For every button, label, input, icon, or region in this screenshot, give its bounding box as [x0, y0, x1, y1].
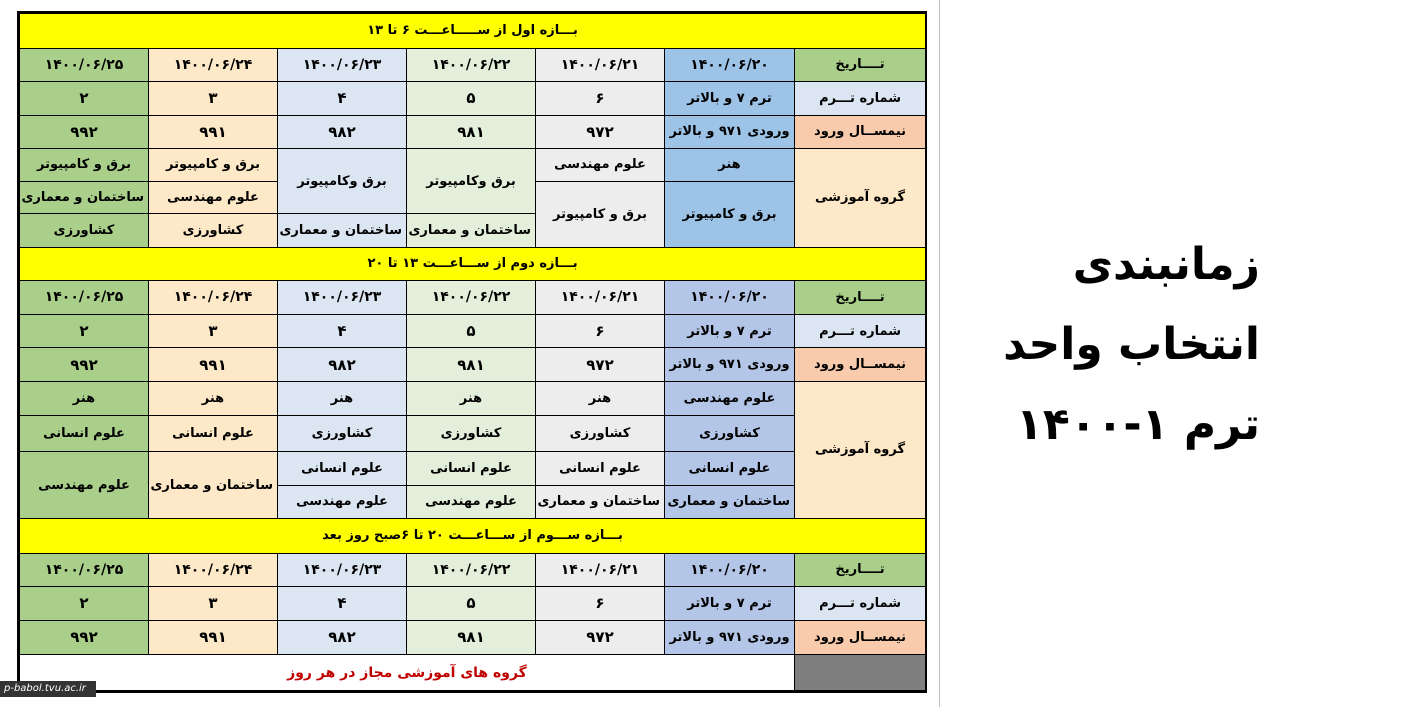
term-cell: ۲ — [20, 587, 149, 621]
row-header-group: گروه آموزشی — [795, 149, 926, 248]
group-cell: هنر — [278, 381, 407, 416]
group-cell: هنر — [665, 149, 795, 181]
date-cell: ۱۴۰۰/۰۶/۲۳ — [278, 281, 407, 315]
nimsal-cell: ۹۷۲ — [536, 348, 665, 382]
group-cell: برق و کامپیوتر — [149, 149, 278, 181]
group-cell: ساختمان و معماری — [149, 452, 278, 519]
nimsal-cell: ۹۷۲ — [536, 115, 665, 149]
term-cell: ۳ — [149, 314, 278, 348]
group-cell: علوم انسانی — [536, 452, 665, 486]
row-header-term: شماره تـــرم — [795, 587, 926, 621]
term-cell: ۵ — [407, 587, 536, 621]
date-cell: ۱۴۰۰/۰۶/۲۱ — [536, 48, 665, 82]
group-cell: ساختمان و معماری — [407, 214, 536, 248]
nimsal-cell: ۹۹۱ — [149, 115, 278, 149]
group-cell: برق و کامپیوتر — [536, 181, 665, 247]
group-cell: ساختمان و معماری — [278, 214, 407, 248]
group-cell: ساختمان و معماری — [536, 485, 665, 519]
nimsal-cell: ۹۹۱ — [149, 620, 278, 655]
group-cell: هنر — [149, 381, 278, 416]
period3-banner: بـــازه ســـوم از ســـاعـــت ۲۰ تا ۶صبح روز بعد — [20, 519, 926, 554]
nimsal-cell: ۹۸۲ — [278, 348, 407, 382]
row-header-nimsal: نیمســال ورود — [795, 348, 926, 382]
nimsal-cell: ۹۹۲ — [20, 115, 149, 149]
term-cell: ترم ۷ و بالاتر — [665, 314, 795, 348]
group-cell: کشاورزی — [20, 214, 149, 248]
row-header-term: شماره تـــرم — [795, 82, 926, 116]
group-cell: برق وکامپیوتر — [407, 149, 536, 214]
term-cell: ۴ — [278, 82, 407, 116]
date-cell: ۱۴۰۰/۰۶/۲۴ — [149, 281, 278, 315]
row-header-group: گروه آموزشی — [795, 381, 926, 518]
group-cell: هنر — [20, 381, 149, 416]
date-cell: ۱۴۰۰/۰۶/۲۵ — [20, 553, 149, 587]
group-cell: ساختمان و معماری — [665, 485, 795, 519]
group-cell: کشاورزی — [665, 416, 795, 452]
group-cell: علوم مهندسی — [536, 149, 665, 181]
group-cell: علوم انسانی — [278, 452, 407, 486]
nimsal-cell: ۹۸۲ — [278, 115, 407, 149]
date-cell: ۱۴۰۰/۰۶/۲۰ — [665, 553, 795, 587]
term-cell: ۶ — [536, 314, 665, 348]
group-cell: علوم مهندسی — [665, 381, 795, 416]
group-cell: علوم انسانی — [665, 452, 795, 486]
nimsal-cell: ۹۷۲ — [536, 620, 665, 655]
term-cell: ۴ — [278, 314, 407, 348]
nimsal-cell: ۹۹۲ — [20, 620, 149, 655]
nimsal-cell: ۹۸۲ — [278, 620, 407, 655]
group-cell: علوم مهندسی — [407, 485, 536, 519]
term-cell: ۵ — [407, 314, 536, 348]
date-cell: ۱۴۰۰/۰۶/۲۵ — [20, 48, 149, 82]
term-cell: ۶ — [536, 82, 665, 116]
page-title — [1000, 225, 1260, 465]
nimsal-cell: ۹۸۱ — [407, 348, 536, 382]
nimsal-cell: ۹۸۱ — [407, 620, 536, 655]
allowed-groups-note: گروه های آموزشی مجاز در هر روز — [20, 655, 795, 691]
date-cell: ۱۴۰۰/۰۶/۲۲ — [407, 553, 536, 587]
row-header-term: شماره تـــرم — [795, 314, 926, 348]
period1-banner: بـــازه اول از ســـــاعـــت ۶ تا ۱۳ — [20, 14, 926, 49]
date-cell: ۱۴۰۰/۰۶/۲۰ — [665, 281, 795, 315]
term-cell: ۶ — [536, 587, 665, 621]
period2-banner: بـــازه دوم از ســـاعـــت ۱۳ تا ۲۰ — [20, 247, 926, 281]
group-cell: علوم مهندسی — [149, 181, 278, 213]
group-cell: علوم مهندسی — [20, 452, 149, 519]
group-cell: علوم مهندسی — [278, 485, 407, 519]
group-cell: علوم انسانی — [149, 416, 278, 452]
date-cell: ۱۴۰۰/۰۶/۲۴ — [149, 48, 278, 82]
date-cell: ۱۴۰۰/۰۶/۲۳ — [278, 48, 407, 82]
group-cell: کشاورزی — [278, 416, 407, 452]
date-cell: ۱۴۰۰/۰۶/۲۴ — [149, 553, 278, 587]
row-header-date: تــــاریخ — [795, 281, 926, 315]
group-cell: برق وکامپیوتر — [278, 149, 407, 214]
row-header-nimsal: نیمســال ورود — [795, 115, 926, 149]
term-cell: ۴ — [278, 587, 407, 621]
page-divider — [939, 0, 940, 707]
site-watermark: p-babol.tvu.ac.ir — [0, 681, 96, 697]
title-line: انتخاب واحد — [1003, 319, 1260, 370]
nimsal-cell: ورودی ۹۷۱ و بالاتر — [665, 115, 795, 149]
group-cell: برق و کامپیوتر — [20, 149, 149, 181]
nimsal-cell: ۹۸۱ — [407, 115, 536, 149]
group-cell: ساختمان و معماری — [20, 181, 149, 213]
term-cell: ۳ — [149, 82, 278, 116]
nimsal-cell: ورودی ۹۷۱ و بالاتر — [665, 348, 795, 382]
date-cell: ۱۴۰۰/۰۶/۲۲ — [407, 48, 536, 82]
row-header-date: تــــاریخ — [795, 553, 926, 587]
group-cell: هنر — [536, 381, 665, 416]
footer-blank-cell — [795, 655, 926, 691]
row-header-nimsal: نیمســال ورود — [795, 620, 926, 655]
group-cell: کشاورزی — [407, 416, 536, 452]
date-cell: ۱۴۰۰/۰۶/۲۲ — [407, 281, 536, 315]
group-cell: علوم انسانی — [20, 416, 149, 452]
date-cell: ۱۴۰۰/۰۶/۲۵ — [20, 281, 149, 315]
term-cell: ترم ۷ و بالاتر — [665, 587, 795, 621]
term-cell: ۲ — [20, 82, 149, 116]
group-cell: برق و کامپیوتر — [665, 181, 795, 247]
term-cell: ۳ — [149, 587, 278, 621]
nimsal-cell: ۹۹۲ — [20, 348, 149, 382]
schedule-table-frame — [17, 11, 927, 693]
date-cell: ۱۴۰۰/۰۶/۲۱ — [536, 553, 665, 587]
nimsal-cell: ورودی ۹۷۱ و بالاتر — [665, 620, 795, 655]
term-cell: ۲ — [20, 314, 149, 348]
group-cell: کشاورزی — [149, 214, 278, 248]
row-header-date: تــــاریخ — [795, 48, 926, 82]
group-cell: هنر — [407, 381, 536, 416]
title-line: زمانبندی — [1072, 239, 1260, 290]
nimsal-cell: ۹۹۱ — [149, 348, 278, 382]
date-cell: ۱۴۰۰/۰۶/۲۰ — [665, 48, 795, 82]
date-cell: ۱۴۰۰/۰۶/۲۳ — [278, 553, 407, 587]
schedule-table — [19, 13, 926, 691]
term-cell: ۵ — [407, 82, 536, 116]
group-cell: کشاورزی — [536, 416, 665, 452]
title-line: ترم ۱-۱۴۰۰ — [1015, 399, 1260, 450]
term-cell: ترم ۷ و بالاتر — [665, 82, 795, 116]
group-cell: علوم انسانی — [407, 452, 536, 486]
date-cell: ۱۴۰۰/۰۶/۲۱ — [536, 281, 665, 315]
